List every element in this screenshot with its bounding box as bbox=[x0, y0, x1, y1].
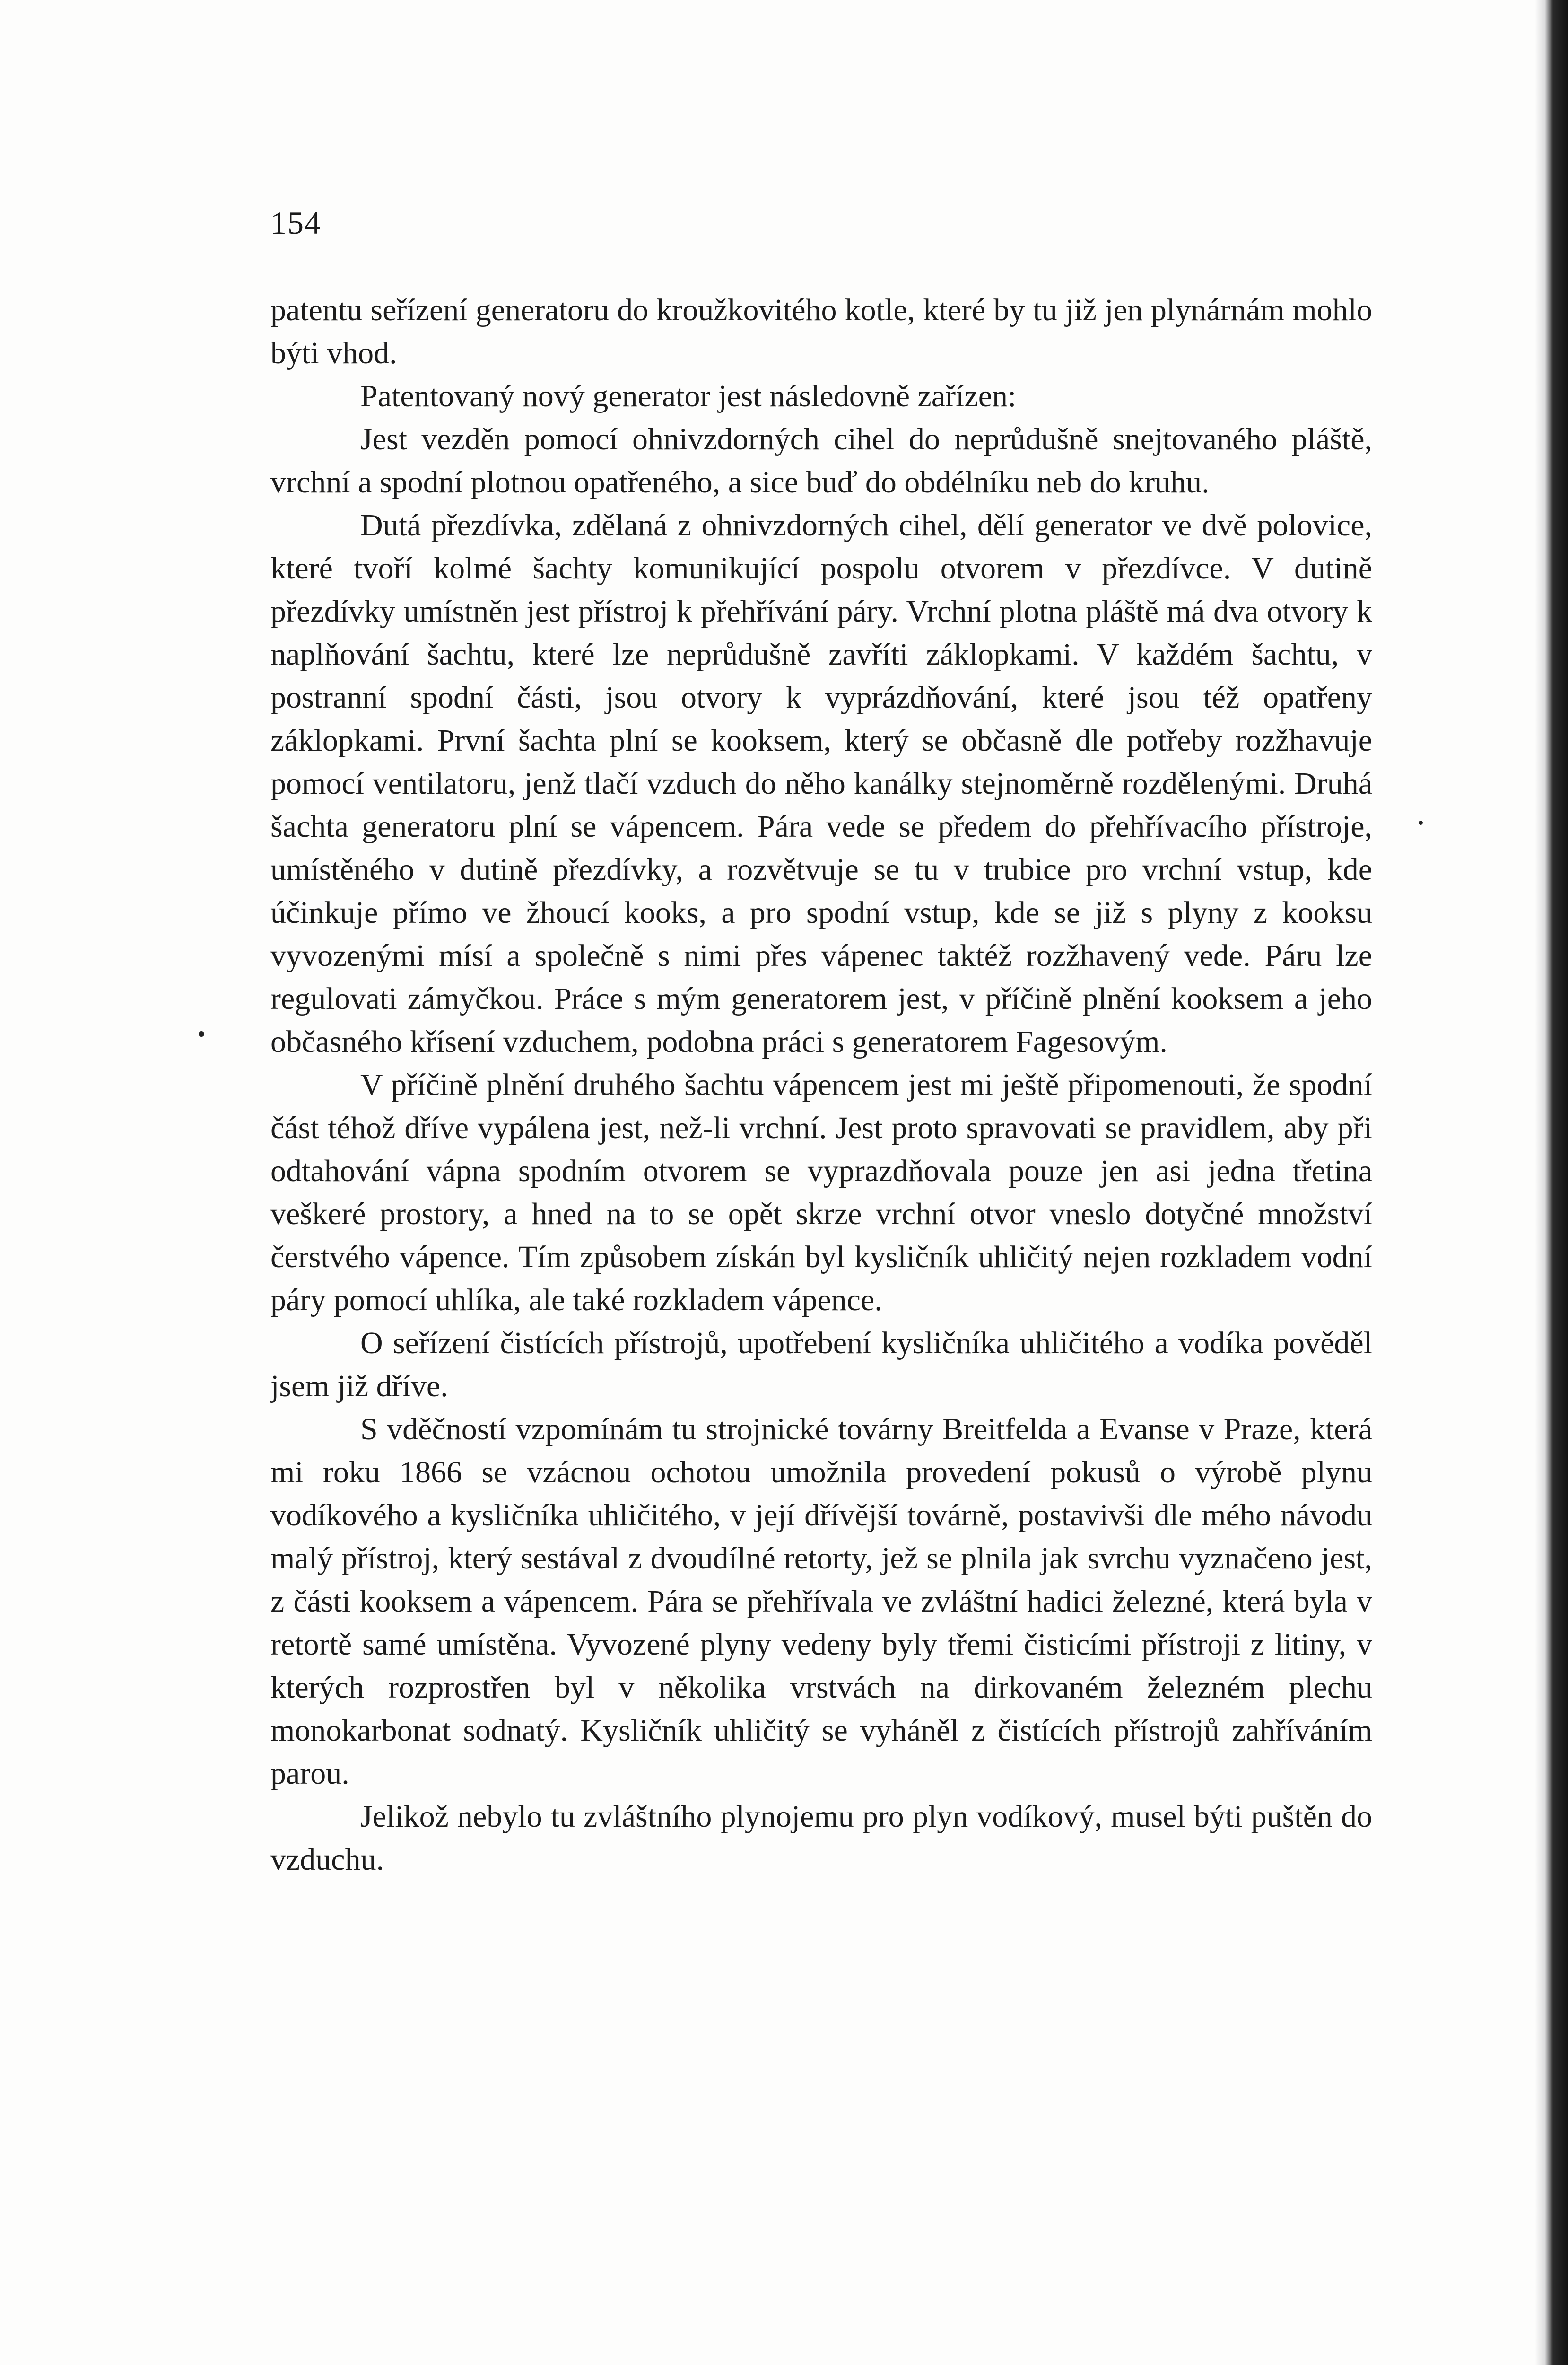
paragraph: S vděčností vzpomínám tu strojnické továrny Breitfelda a Evanse v Praze, která mi roku 1866 se vzácnou ochotou umožnila provedení pokusů o výrobě plynu vodíkového a kysličníka uhličitého, v její dřívější továrně, postavivši dle mého návodu malý přístroj, který sestával z dvoudílné retorty, jež se plnila jak svrchu vyznačeno jest, z části kooksem a vápencem. Pára se přehřívala ve zvláštní hadici železné, která byla v retortě samé umístěna. Vyvozené plyny vedeny byly třemi čisticími přístroji z litiny, v kterých rozprostřen byl v několika vrstvách na dirkovaném železném plechu monokarbonat sodnatý. Kysličník uhličitý se vyháněl z čistících přístrojů zahříváním parou. bbox=[270, 1412, 1372, 1791]
page-edge-shadow bbox=[1535, 0, 1568, 2365]
scan-speck bbox=[1419, 821, 1423, 825]
body-text bbox=[270, 289, 1372, 1881]
scan-speck bbox=[199, 1031, 204, 1037]
paragraph: Jest vezděn pomocí ohnivzdorných cihel do neprůdušně snejtovaného pláště, vrchní a spodní plotnou opatřeného, a sice buď do obdélníku neb do kruhu. bbox=[270, 422, 1372, 499]
paragraph: Dutá přezdívka, zdělaná z ohnivzdorných cihel, dělí generator ve dvě polovice, které tvoří kolmé šachty komunikující pospolu otvorem v přezdívce. V dutině přezdívky umístněn jest přístroj k přehřívání páry. Vrchní plotna pláště má dva otvory k naplňování šachtu, které lze neprůdušně zavříti záklopkami. V každém šachtu, v postranní spodní části, jsou otvory k vyprázdňování, které jsou též opatřeny záklopkami. První šachta plní se kooksem, který se občasně dle potřeby rozžhavuje pomocí ventilatoru, jenž tlačí vzduch do něho kanálky stejnoměrně rozdělenými. Druhá šachta generatoru plní se vápencem. Pára vede se předem do přehřívacího přístroje, umístěného v dutině přezdívky, a rozvětvuje se tu v trubice pro vrchní vstup, kde účinkuje přímo ve žhoucí kooks, a pro spodní vstup, kde se již s plyny z kooksu vyvozenými mísí a společně s nimi přes vápenec taktéž rozžhavený vede. Páru lze regulovati zámyčkou. Práce s mým generatorem jest, v příčině plnění kooksem a jeho občasného křísení vzduchem, podobna práci s generatorem Fagesovým. bbox=[270, 508, 1372, 1059]
paragraph: Jelikož nebylo tu zvláštního plynojemu pro plyn vodíkový, musel býti puštěn do vzduchu. bbox=[270, 1799, 1372, 1877]
paragraph: Patentovaný nový generator jest následovně zařízen: bbox=[360, 379, 1017, 413]
page-number: 154 bbox=[270, 205, 322, 241]
paragraph: V příčině plnění druhého šachtu vápencem jest mi ještě připomenouti, že spodní část téhož dříve vypálena jest, než-li vrchní. Jest proto spravovati se pravidlem, aby při odtahování vápna spodním otvorem se vyprazdňovala pouze jen asi jedna třetina veškeré prostory, a hned na to se opět skrze vrchní otvor vneslo dotyčné množství čerstvého vápence. Tím způsobem získán byl kysličník uhličitý nejen rozkladem vodní páry pomocí uhlíka, ale také rozkladem vápence. bbox=[270, 1068, 1372, 1317]
paragraph: O seřízení čistících přístrojů, upotřebení kysličníka uhličitého a vodíka pověděl jsem již dříve. bbox=[270, 1326, 1372, 1403]
paragraph: patentu seřízení generatoru do kroužkovitého kotle, které by tu již jen plynárnám mohlo býti vhod. bbox=[270, 293, 1372, 370]
